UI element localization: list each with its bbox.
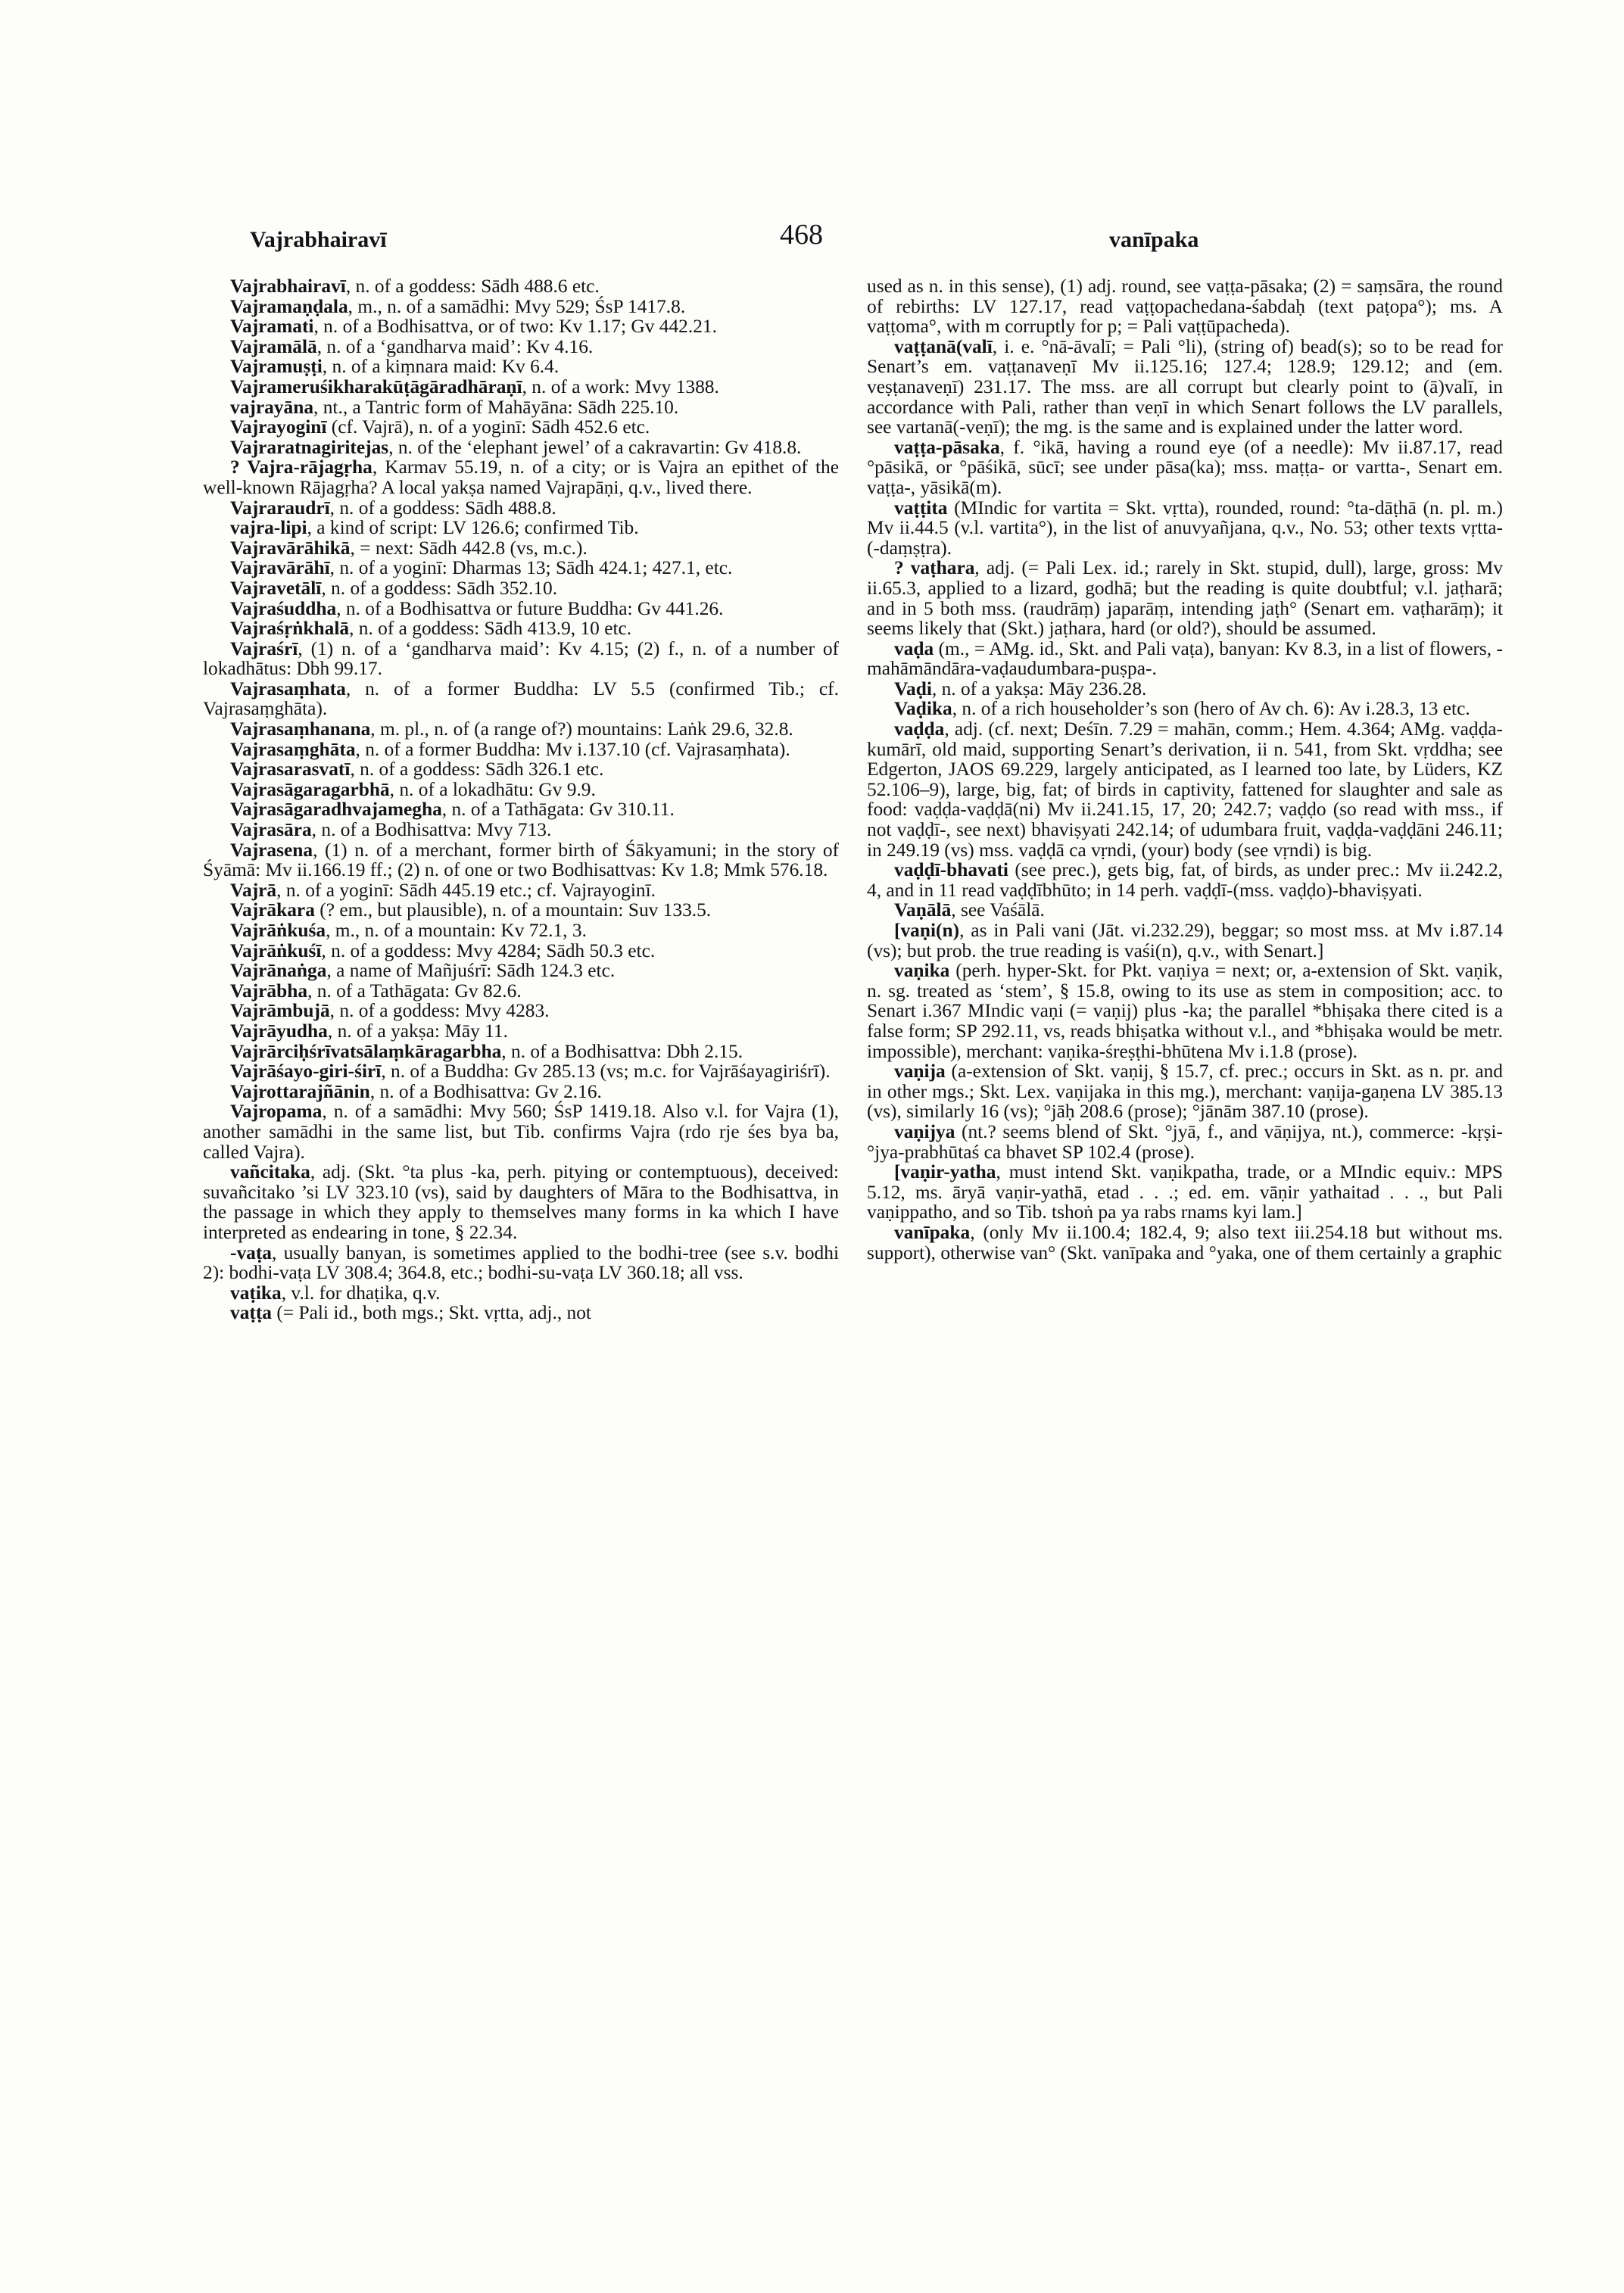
entry-definition: , adj. (= Pali Lex. id.; rarely in Skt. stupid, dull), large, gross: Mv ii.65.3, applied to a lizard, godhā; but the reading is quite doubtful; v.l. jaṭharā; and in 5 both mss. (raudrāṃ) japarāṃ, intending jaṭh° (Senart em. vaṭharāṃ); it seems likely that (Skt.) jaṭhara, hard (or old?), should be assumed. [867,557,1503,640]
dictionary-entry [203,820,839,840]
entry-headword: Vajrasāra [230,819,312,841]
entry-definition: , f. °ikā, having a round eye (of a needle): Mv ii.87.17, read °pāsikā, or °pāśikā, sūcī; see under pāsa(ka); mss. maṭṭa- or vartta-, Senart em. vaṭṭa-, yāsikā(m). [867,436,1503,498]
dictionary-entry [203,1082,839,1102]
entry-headword: Vajramaṇḍala [230,295,348,317]
running-head-right: vanīpaka [1109,227,1199,252]
entry-definition: , n. of a yakṣa: Māy 236.28. [931,678,1147,699]
entry-definition: , n. of a Buddha: Gv 285.13 (vs; m.c. for Vajrāśayagiriśrī). [381,1061,831,1083]
dictionary-entry [867,900,1503,921]
entry-headword: ? vaṭhara [894,557,975,579]
dictionary-entry [203,921,839,941]
dictionary-entry [203,780,839,800]
entry-headword: Vajrasena [230,839,313,861]
entry-headword: Vajramuṣṭi [230,356,323,378]
entry-headword: Vajrasarasvatī [230,759,351,780]
entry-headword: Vajraratnagiritejas [230,436,389,458]
dictionary-entry [867,438,1503,498]
dictionary-entry [203,538,839,559]
entry-definition: , n. of a Tathāgata: Gv 82.6. [307,980,522,1002]
entry-definition: , m., n. of a mountain: Kv 72.1, 3. [326,920,587,941]
dictionary-entry [203,719,839,740]
entry-headword: Vajraśrī [230,637,298,659]
entry-definition: , n. of a Bodhisattva, or of two: Kv 1.17; Gv 442.21. [313,316,717,338]
entry-headword: Vajravetālī [230,577,322,599]
entry-definition: , n. of a lokadhātu: Gv 9.9. [389,778,596,800]
entry-definition: (? em., but plausible), n. of a mountain: Suv 133.5. [314,899,712,921]
dictionary-entry [203,1243,839,1283]
entry-headword: vaṭṭita [894,497,948,519]
dictionary-entry [203,1042,839,1062]
dictionary-entry [203,618,839,639]
entry-definition: , (1) n. of a merchant, former birth of Śākyamuni; in the story of Śyāmā: Mv ii.166.19 ff.; (2) n. of one or two Bodhisattvas: Kv 1.8; Mmk 576.18. [203,839,839,881]
entry-headword: vaṇika [894,960,950,982]
entry-definition: , n. of a goddess: Sādh 488.6 etc. [345,276,600,297]
dictionary-entry [203,941,839,961]
dictionary-entry [203,1303,839,1323]
dictionary-entry [867,337,1503,438]
dictionary-entry [203,639,839,679]
dictionary-entry [203,518,839,538]
entry-definition: , n. of a Bodhisattva: Gv 2.16. [369,1080,602,1102]
entry-headword: vaḍa [894,637,934,659]
dictionary-entry [867,961,1503,1061]
dictionary-entry [867,498,1503,559]
entry-definition: , n. of a Bodhisattva: Dbh 2.15. [501,1040,743,1062]
dictionary-entry [203,1001,839,1021]
dictionary-entry [203,799,839,820]
entry-definition: , n. of a Tathāgata: Gv 310.11. [441,799,675,821]
dictionary-entry [203,457,839,497]
dictionary-entry [203,1283,839,1304]
dictionary-entry [203,840,839,880]
dictionary-entry [203,740,839,760]
entry-definition: , n. of a goddess: Sādh 413.9, 10 etc. [349,618,632,640]
entry-definition: , as in Pali vani (Jāt. vi.232.29), beggar; so most mss. at Mv i.87.14 (vs); but prob. the true reading is vaśi(n), q.v., with Senart.] [867,920,1503,961]
entry-headword: [vaṇi(n) [894,920,960,941]
dictionary-entry [203,880,839,901]
entry-definition: , see Vaśālā. [951,899,1045,921]
entry-headword: Vajraśṛṅkhalā [230,618,350,640]
dictionary-entry [203,1162,839,1242]
entry-headword: Vajrasaṃghāta [230,738,356,760]
dictionary-entry [203,900,839,921]
entry-definition: , adj. (Skt. °ta plus -ka, perh. pitying or contemptuous), deceived: suvañcitako ’si LV 323.10 (vs), said by daughters of Māra to the Bodhisattva, in the passage in which they apply to themselves many forms in ka which I have interpreted as endearing in tone, § 22.34. [203,1161,839,1243]
entry-definition: , n. of a samādhi: Mvy 560; ŚsP 1419.18. Also v.l. for Vajra (1), another samādhi in the same list, but Tib. confirms Vajra (rdo rje śes bya ba, called Vajra). [203,1101,839,1163]
entry-definition: , Karmav 55.19, n. of a city; or is Vajra an epithet of the well-known Rājagṛha? A local yakṣa named Vajrapāṇi, q.v., lived there. [203,456,839,498]
entry-definition: , m., n. of a samādhi: Mvy 529; ŚsP 1417.8. [348,295,686,317]
entry-headword: Vajrāmbujā [230,1000,330,1022]
entry-headword: Vajrasāgaragarbhā [230,778,390,800]
dictionary-entry [867,860,1503,900]
entry-headword: Vajrāyudha [230,1020,328,1042]
entry-definition: , n. of a Bodhisattva: Mvy 713. [311,819,552,841]
dictionary-entry [203,1021,839,1042]
entry-headword: Vaḍika [894,698,952,720]
entry-headword: Vajrabhairavī [230,276,346,297]
entry-definition: , (only Mv ii.100.4; 182.4, 9; also text iii.254.18 but without ms. support), otherwise van° (Skt. vanīpaka and °yaka, one of them certainly a graphic [867,1221,1503,1263]
entry-definition: , n. of a Bodhisattva or future Buddha: Gv 441.26. [336,597,724,619]
dictionary-entry [867,699,1503,719]
entry-headword: Vaḍi [894,678,932,699]
entry-definition: , usually banyan, is sometimes applied to the bodhi-tree (see s.v. bodhi 2): bodhi-vaṭa LV 308.4; 364.8, etc.; bodhi-su-vaṭa LV 360.18; all vss. [203,1242,839,1284]
entry-definition: (nt.? seems blend of Skt. °jyā, f., and vāṇijya, nt.), commerce: -kṛṣi-°jya-prabhūtaś ca bhavet SP 102.4 (prose). [867,1120,1503,1163]
entry-definition: , nt., a Tantric form of Mahāyāna: Sādh 225.10. [313,396,679,418]
dictionary-entry [203,558,839,578]
dictionary-entry [203,679,839,719]
entry-headword: Vajrāṅkuśī [230,939,322,961]
entry-definition: , n. of a former Buddha: Mv i.137.10 (cf. Vajrasaṃhata). [355,738,790,760]
entry-headword: Vajrāśayo-giri-śirī [230,1061,382,1083]
entry-headword: -vaṭa [230,1242,272,1263]
dictionary-entry [867,679,1503,699]
entry-headword: Vajraśuddha [230,597,337,619]
entry-headword: Vaṇālā [894,899,952,921]
entry-headword: vaṭṭa-pāsaka [894,436,1000,458]
dictionary-entry [203,498,839,519]
entry-definition: , n. of a goddess: Mvy 4283. [329,1000,550,1022]
entry-headword: Vajrameruśikharakūṭāgāradhāraṇī [230,375,522,397]
entry-headword: Vajrottarajñānin [230,1080,370,1102]
entry-headword: Vajravārāhī [230,557,330,579]
dictionary-entry [867,276,1503,337]
entry-headword: Vajrasaṃhanana [230,718,371,740]
entry-definition: , n. of a goddess: Sādh 488.8. [329,497,556,519]
dictionary-entry [203,1101,839,1162]
entry-definition: , n. of a yoginī: Dharmas 13; Sādh 424.1; 427.1, etc. [329,557,733,579]
entry-headword: vaṇija [894,1061,946,1083]
entry-definition: , v.l. for dhaṭika, q.v. [281,1282,441,1304]
entry-definition: , n. of a yoginī: Sādh 445.19 etc.; cf. Vajrayoginī. [276,879,656,901]
entry-headword: vajrayāna [230,396,314,418]
entry-definition: (= Pali id., both mgs.; Skt. vṛtta, adj., not [272,1302,591,1324]
dictionary-entry [203,981,839,1002]
dictionary-entry [203,438,839,458]
entry-headword: vajra-lipi [230,517,307,539]
entry-headword: vaṭika [230,1282,282,1304]
entry-headword: Vajravārāhikā [230,537,351,559]
entry-headword: ? Vajra-rājagṛha [230,456,372,478]
entry-headword: Vajrābha [230,980,308,1002]
dictionary-entry [203,297,839,317]
entry-headword: Vajrasaṃhata [230,678,346,699]
entry-definition: , n. of the ‘elephant jewel’ of a cakravartin: Gv 418.8. [388,436,802,458]
entry-definition: , n. of a rich householder’s son (hero of Av ch. 6): Av i.28.3, 13 etc. [952,698,1470,720]
entry-definition: , (1) n. of a ‘gandharva maid’: Kv 4.15; (2) f., n. of a number of lokadhātus: Dbh 99.17. [203,637,839,680]
entry-headword: vanīpaka [894,1221,971,1243]
entry-definition: , must intend Skt. vaṇikpatha, trade, or a MIndic equiv.: MPS 5.12, ms. āryā vaṇir-yathā, etad . . .; ed. em. vāṇir yathaitad . . ., but Pali vaṇippatho, and so Tib. tshoṅ pa ya rabs rnams kyi lam.] [867,1161,1503,1223]
dictionary-entry [203,337,839,357]
entry-headword: Vajramati [230,316,314,338]
entry-headword: vañcitaka [230,1161,310,1183]
dictionary-entry [867,1061,1503,1122]
dictionary-entry [203,417,839,438]
dictionary-entry [867,719,1503,860]
dictionary-entry [203,759,839,780]
entry-definition: (a-extension of Skt. vaṇij, § 15.7, cf. prec.; occurs in Skt. as n. pr. and in other mgs.; Skt. Lex. vaṇijaka in this mg.), merchant: vaṇija-gaṇena LV 385.13 (vs), similarly 16 (vs); °jāḥ 208.6 (prose); °jānām 387.10 (prose). [867,1061,1503,1123]
dictionary-entry [203,276,839,297]
entry-headword: Vajrā [230,879,277,901]
dictionary-entry [203,578,839,599]
left-column [203,276,839,2214]
entry-headword: Vajrārciḥśrīvatsālaṃkāragarbha [230,1040,502,1062]
entry-definition: (see prec.), gets big, fat, of birds, as under prec.: Mv ii.242.2, 4, and in 11 read vaḍḍībhūto; in 14 perh. vaḍḍī-(mss. vaḍḍo)-bhaviṣyati. [867,859,1503,901]
dictionary-entry [867,1122,1503,1162]
entry-headword: Vajraraudrī [230,497,330,519]
entry-definition: (perh. hyper-Skt. for Pkt. vaṇiya = next; or, a-extension of Skt. vaṇik, n. sg. treated as ‘stem’, § 15.8, owing to its use as stem in composition; acc. to Senart i.367 MIndic vaṇi (= vaṇij) plus -ka; the parallel *bhiṣaka there cited is a false form; SP 292.11, vs, reads bhiṣatka without v.l., and *bhiṣaka would be metr. impossible), merchant: vaṇika-śreṣṭhi-bhūtena Mv i.1.8 (prose). [867,960,1503,1062]
entry-headword: vaṭṭanā(valī [894,335,993,357]
dictionary-entry [867,639,1503,679]
entry-definition: , n. of a goddess: Sādh 326.1 etc. [350,759,604,780]
entry-definition: (cf. Vajrā), n. of a yoginī: Sādh 452.6 etc. [326,416,650,438]
dictionary-entry [203,377,839,397]
entry-definition: , a name of Mañjuśrī: Sādh 124.3 etc. [326,960,616,982]
entry-definition: used as n. in this sense), (1) adj. round, see vaṭṭa-pāsaka; (2) = saṃsāra, the round of rebirths: LV 127.17, read vaṭṭopachedana-śabdaḥ (text paṭopa°); ms. A vaṭṭoma°, with m corruptly for p; = Pali vaṭṭūpacheda). [867,276,1503,338]
running-head-left: Vajrabhairavī [250,227,387,252]
entry-definition: , n. of a kiṃnara maid: Kv 6.4. [322,356,560,378]
entry-definition: (m., = AMg. id., Skt. and Pali vaṭa), banyan: Kv 8.3, in a list of flowers, -mahāmāndāra-vaḍaudumbara-puṣpa-. [867,637,1503,680]
entry-definition: , n. of a work: Mvy 1388. [522,375,719,397]
dictionary-entry [867,1162,1503,1223]
dictionary-entry [867,1223,1503,1263]
dictionary-entry [203,961,839,981]
dictionary-entry [867,921,1503,961]
dictionary-entry [203,397,839,418]
entry-headword: vaḍḍa [894,718,945,740]
dictionary-entry [203,599,839,619]
entry-headword: Vajrāṅkuśa [230,920,326,941]
right-column [867,276,1503,2214]
entry-definition: , n. of a yakṣa: Māy 11. [327,1020,508,1042]
entry-definition: , adj. (cf. next; Deśīn. 7.29 = mahān, comm.; Hem. 4.364; AMg. vaḍḍa-kumārī, old maid, supporting Senart’s derivation, ii n. 541, from Skt. vṛddha; see Edgerton, JAOS 69.229, largely anticipated, as I learned too late, by Lüders, KZ 52.106–9), large, big, fat; of birds in captivity, fattened for slaughter and sale as food: vaḍḍa-vaḍḍā(ni) Mv ii.241.15, 17, 20; 242.7; vaḍḍo (so read with mss., if not vaḍḍī-, see next) bhaviṣyati 242.14; of udumbara fruit, vaḍḍa-vaḍḍāni 246.11; in 249.19 (vs) mss. vaḍḍā ca vṛndi, (your) body (see vṛndi) is big. [867,718,1503,861]
dictionary-entry [203,1061,839,1082]
entry-definition: , m. pl., n. of (a range of?) mountains: Laṅk 29.6, 32.8. [370,718,793,740]
entry-definition: , n. of a ‘gandharva maid’: Kv 4.16. [316,335,594,357]
dictionary-entry [867,558,1503,638]
entry-headword: Vajramālā [230,335,317,357]
entry-definition: , n. of a former Buddha: LV 5.5 (confirmed Tib.; cf. Vajrasaṃghāta). [203,678,839,720]
entry-definition: , n. of a goddess: Mvy 4284; Sādh 50.3 etc. [321,939,656,961]
entry-definition: , = next: Sādh 442.8 (vs, m.c.). [350,537,588,559]
entry-headword: Vajrākara [230,899,315,921]
dictionary-entry [203,316,839,337]
page-number: 468 [780,219,823,251]
entry-headword: vaḍḍī-bhavati [894,859,1008,881]
entry-headword: vaṇijya [894,1120,955,1142]
entry-headword: Vajrasāgaradhvajamegha [230,799,442,821]
entry-headword: [vaṇir-yatha [894,1161,996,1183]
entry-headword: Vajropama [230,1101,323,1123]
entry-headword: vaṭṭa [230,1302,272,1324]
entry-definition: , i. e. °nā-āvalī; = Pali °li), (string of) bead(s); so to be read for Senart’s em. vaṭṭanaveṇī Mv ii.125.16; 127.4; 128.9; 129.12; and (em. veṣṭanaveṇī) 231.17. The mss. are all corrupt but clearly point to (ā)valī, in accordance with Pali, rather than veṇī in which Senart follows the LV parallels, see vartanā(-veṇī); the mg. is the same and is explained under the latter word. [867,335,1503,438]
entry-definition: (MIndic for vartita = Skt. vṛtta), rounded, round: °ta-dāṭhā (n. pl. m.) Mv ii.44.5 (v.l. vartita°), in the list of anuvyañjana, q.v., No. 53; other texts vṛtta-(-daṃṣṭra). [867,497,1503,559]
dictionary-entry [203,357,839,377]
entry-definition: , a kind of script: LV 126.6; confirmed Tib. [307,517,639,539]
entry-definition: , n. of a goddess: Sādh 352.10. [321,577,558,599]
entry-headword: Vajrayoginī [230,416,327,438]
entry-headword: Vajrānaṅga [230,960,327,982]
